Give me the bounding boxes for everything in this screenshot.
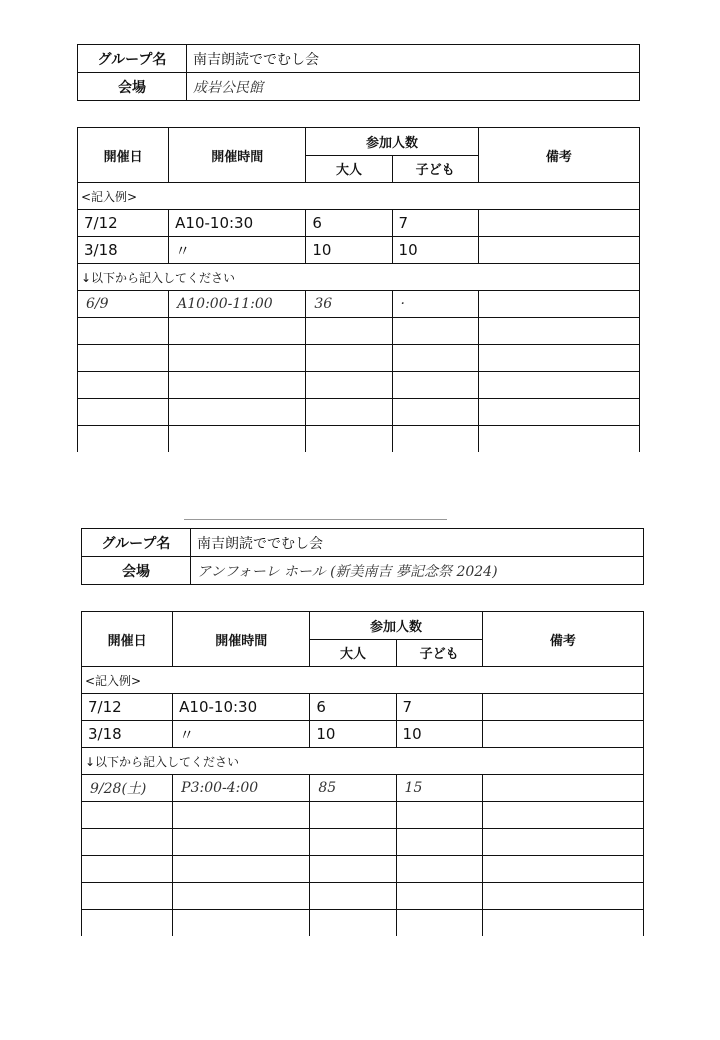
blank-row [82,883,644,910]
fill-below-label: ↓以下から記入してください [82,748,644,775]
entry-children: · [392,291,478,318]
example-children: 7 [392,210,478,237]
group-name-value: 南吉朗読ででむし会 [187,45,640,73]
venue-value: アンフォーレ ホール (新美南吉 夢記念祭 2024) [191,557,644,585]
record-sheet-1 [77,44,640,452]
blank-row [82,856,644,883]
venue-value: 成岩公民館 [187,73,640,101]
remarks-header: 備考 [478,128,639,183]
group-info-table [77,44,640,101]
example-date: 7/12 [82,694,173,721]
group-name-label: グループ名 [82,529,191,557]
example-adults: 10 [306,237,392,264]
blank-row [82,829,644,856]
example-children: 7 [396,694,482,721]
example-adults: 6 [306,210,392,237]
blank-row [78,399,640,426]
example-children: 10 [392,237,478,264]
children-header: 子ども [396,639,482,667]
example-time: A10-10:30 [173,694,310,721]
entry-adults: 36 [306,291,392,318]
example-row [78,237,640,264]
example-remarks [482,694,643,721]
date-header: 開催日 [78,128,169,183]
fill-below-label: ↓以下から記入してください [78,264,640,291]
blank-row [78,345,640,372]
example-remarks [478,210,639,237]
children-header: 子ども [392,155,478,183]
example-date: 3/18 [78,237,169,264]
example-time: 〃 [173,721,310,748]
entry-children: 15 [396,775,482,802]
entry-adults: 85 [310,775,396,802]
entry-remarks [482,775,643,802]
attendance-table [77,127,640,452]
group-name-label: グループ名 [78,45,187,73]
blank-row [78,372,640,399]
remarks-header: 備考 [482,612,643,667]
entry-row [78,291,640,318]
time-header: 開催時間 [169,128,306,183]
entry-time: P3:00-4:00 [173,775,310,802]
entry-row [82,775,644,802]
participants-header: 参加人数 [306,128,478,156]
separator-line [184,519,447,520]
example-adults: 10 [310,721,396,748]
time-header: 開催時間 [173,612,310,667]
venue-label: 会場 [82,557,191,585]
blank-row [78,426,640,453]
example-time: 〃 [169,237,306,264]
adults-header: 大人 [306,155,392,183]
blank-row [82,802,644,829]
group-name-value: 南吉朗読ででむし会 [191,529,644,557]
attendance-table [81,611,644,936]
adults-header: 大人 [310,639,396,667]
example-adults: 6 [310,694,396,721]
blank-row [78,318,640,345]
date-header: 開催日 [82,612,173,667]
example-label: <記入例> [82,667,644,694]
example-row [82,694,644,721]
example-time: A10-10:30 [169,210,306,237]
example-date: 7/12 [78,210,169,237]
record-sheet-2 [81,528,644,936]
entry-date: 9/28(土) [82,775,173,802]
example-row [78,210,640,237]
example-row [82,721,644,748]
example-date: 3/18 [82,721,173,748]
example-remarks [482,721,643,748]
participants-header: 参加人数 [310,612,482,640]
example-remarks [478,237,639,264]
blank-row [82,910,644,937]
group-info-table [81,528,644,585]
venue-label: 会場 [78,73,187,101]
entry-date: 6/9 [78,291,169,318]
entry-time: A10:00-11:00 [169,291,306,318]
entry-remarks [478,291,639,318]
example-children: 10 [396,721,482,748]
example-label: <記入例> [78,183,640,210]
